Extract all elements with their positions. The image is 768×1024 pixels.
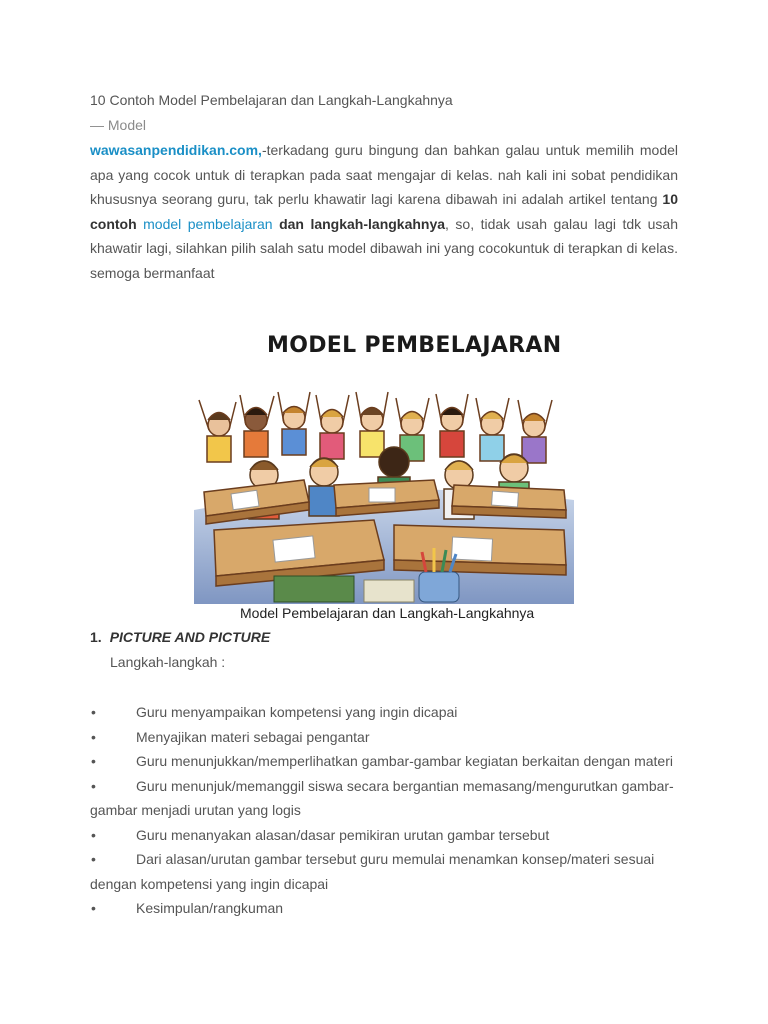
model-pembelajaran-link[interactable]: model pembelajaran <box>136 215 280 232</box>
intro-text-1: -terkadang guru bingung dan bahkan galau untuk memilih model apa yang cocok untuk di terapkan pada saat mengajar di kelas. nah kali ini sobat pendidikan khususnya seorang guru, tak perlu khawatir lagi karena dibawah ini adalah artikel tentang <box>90 142 678 207</box>
byline: — Model <box>90 117 147 133</box>
figure-heading: MODEL PEMBELAJARAN <box>267 333 562 358</box>
list-item <box>90 725 680 750</box>
classroom-illustration <box>194 380 574 604</box>
section-name: PICTURE AND PICTURE <box>109 629 271 645</box>
step-text: Guru menyampaikan kompetensi yang ingin dicapai <box>136 704 458 720</box>
intro-bold-1: 10 contoh <box>90 191 678 232</box>
step-text: Kesimpulan/rangkuman <box>136 900 284 916</box>
steps-list <box>90 700 680 921</box>
section-number: 1. <box>90 629 102 645</box>
list-item <box>90 823 680 848</box>
bullet-icon: • <box>91 728 96 745</box>
bullet-icon: • <box>91 753 96 769</box>
bullet-icon: • <box>91 704 96 720</box>
list-item <box>90 774 680 823</box>
figure-caption: Model Pembelajaran dan Langkah-Langkahnya <box>240 605 535 621</box>
intro-paragraph <box>90 138 678 285</box>
intro-text-2: , so, tidak usah galau lagi tdk usah khawatir lagi, silahkan pilih salah satu model dibawah ini yang cocokuntuk di terapkan di kelas. semoga bermanfaat <box>90 215 678 281</box>
site-link[interactable]: wawasanpendidikan.com, <box>90 142 262 158</box>
step-text: Guru menunjukkan/memperlihatkan gambar-gambar kegiatan berkaitan dengan materi <box>136 753 673 769</box>
list-item <box>90 700 680 725</box>
bullet-icon: • <box>91 900 96 916</box>
bullet-icon: • <box>91 826 96 843</box>
list-item <box>90 847 680 896</box>
list-item <box>90 896 680 921</box>
step-text: Guru menunjuk/memanggil siswa secara bergantian memasang/mengurutkan gambar-gambar menjadi urutan yang logis <box>90 777 674 818</box>
bullet-icon: • <box>91 851 96 867</box>
step-text: Dari alasan/urutan gambar tersebut guru memulai menamkan konsep/materi sesuai dengan kompetensi yang ingin dicapai <box>90 851 655 892</box>
bullet-icon: • <box>91 777 96 794</box>
section-heading <box>90 629 270 645</box>
step-text: Guru menanyakan alasan/dasar pemikiran urutan gambar tersebut <box>136 826 550 843</box>
step-text: Menyajikan materi sebagai pengantar <box>136 728 370 745</box>
intro-bold-2: dan langkah-langkahnya <box>279 215 446 232</box>
steps-label: Langkah-langkah : <box>110 654 226 670</box>
document-title: 10 Contoh Model Pembelajaran dan Langkah-Langkahnya <box>90 92 453 108</box>
list-item <box>90 749 680 774</box>
